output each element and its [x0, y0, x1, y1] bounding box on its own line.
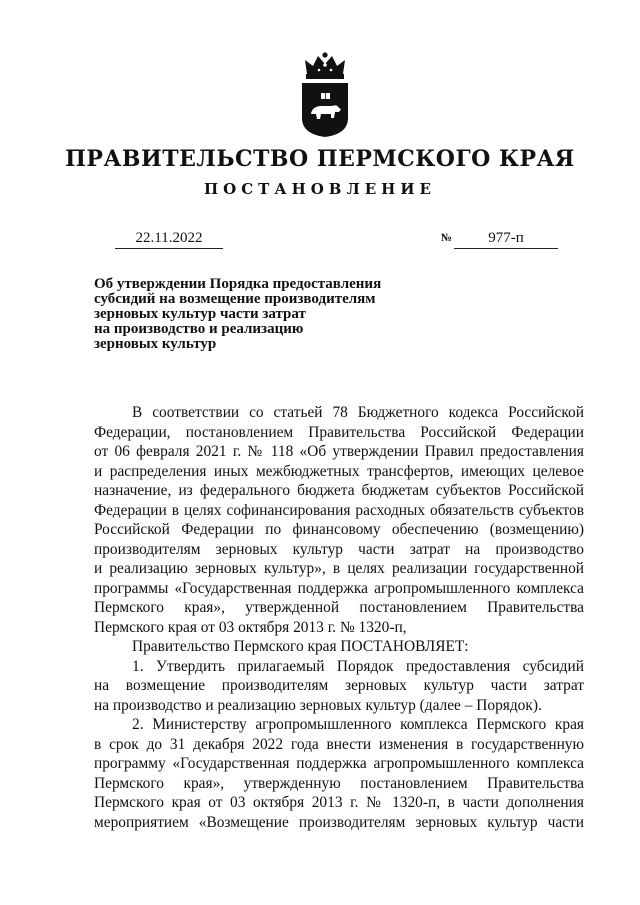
body-line: от 06 февраля 2021 г. № 118 «Об утверждении Правил предоставления	[94, 443, 584, 460]
body-line: Пермского края», утвержденную постановлением Правительства	[94, 774, 584, 792]
body-line: производителям зерновых культур части затрат на производство	[94, 540, 584, 558]
document-body	[94, 403, 584, 832]
body-line: Пермского края», утвержденной постановлением Правительства	[94, 599, 584, 616]
subject-line: субсидий на возмещение производителям	[94, 291, 376, 307]
body-line: программы «Государственная поддержка агропромышленного комплекса	[94, 579, 584, 597]
body-line: Российской Федерации по финансовому обеспечению (возмещению)	[94, 521, 584, 538]
body-line: на производство и реализацию зерновых культур (далее – Порядок).	[94, 696, 542, 714]
body-line: Федерации в целях софинансирования расходных обязательств субъектов	[94, 501, 584, 519]
body-line: Пермского края от 03 октября 2013 г. № 1320-п, в части дополнения	[94, 794, 584, 811]
body-line: мероприятием «Возмещение производителям зерновых культур части	[94, 813, 584, 831]
document-number: 977-п	[454, 228, 558, 249]
body-line: 1. Утвердить прилагаемый Порядок предоставления субсидий	[132, 657, 584, 675]
body-line: Правительство Пермского края ПОСТАНОВЛЯЕТ:	[132, 638, 469, 655]
body-line: программу «Государственная поддержка агропромышленного комплекса	[94, 755, 584, 772]
body-line: назначение, из федерального бюджета бюджетам субъектов Российской	[94, 482, 584, 499]
body-line: В соответствии со статьей 78 Бюджетного кодекса Российской	[132, 404, 584, 421]
body-line: и распределения иных межбюджетных трансфертов, имеющих целевое	[94, 462, 584, 480]
body-line: и реализацию зерновых культур», в целях реализации государственной	[94, 560, 584, 577]
subject-line: зерновых культур	[94, 336, 217, 352]
subject-line: зерновых культур части затрат	[94, 306, 306, 322]
subject-line: на производство и реализацию	[94, 321, 304, 337]
body-line: Федерации, постановлением Правительства Российской Федерации	[94, 423, 584, 441]
document-type: ПОСТАНОВЛЕНИЕ	[204, 180, 436, 198]
document-date: 22.11.2022	[115, 228, 223, 249]
organization-title: ПРАВИТЕЛЬСТВО ПЕРМСКОГО КРАЯ	[65, 146, 575, 172]
perm-krai-coat-of-arms-icon	[299, 52, 351, 138]
document-subject	[94, 277, 404, 352]
subject-line: Об утверждении Порядка предоставления	[94, 276, 382, 292]
body-line: 2. Министерству агропромышленного комплекса Пермского края	[132, 716, 584, 733]
body-line: на возмещение производителям зерновых культур части затрат	[94, 677, 584, 694]
body-line: в срок до 31 декабря 2022 года внести изменения в государственную	[94, 735, 584, 753]
number-sign: №	[441, 232, 453, 244]
body-line: Пермского края от 03 октября 2013 г. № 1320-п,	[94, 618, 407, 636]
